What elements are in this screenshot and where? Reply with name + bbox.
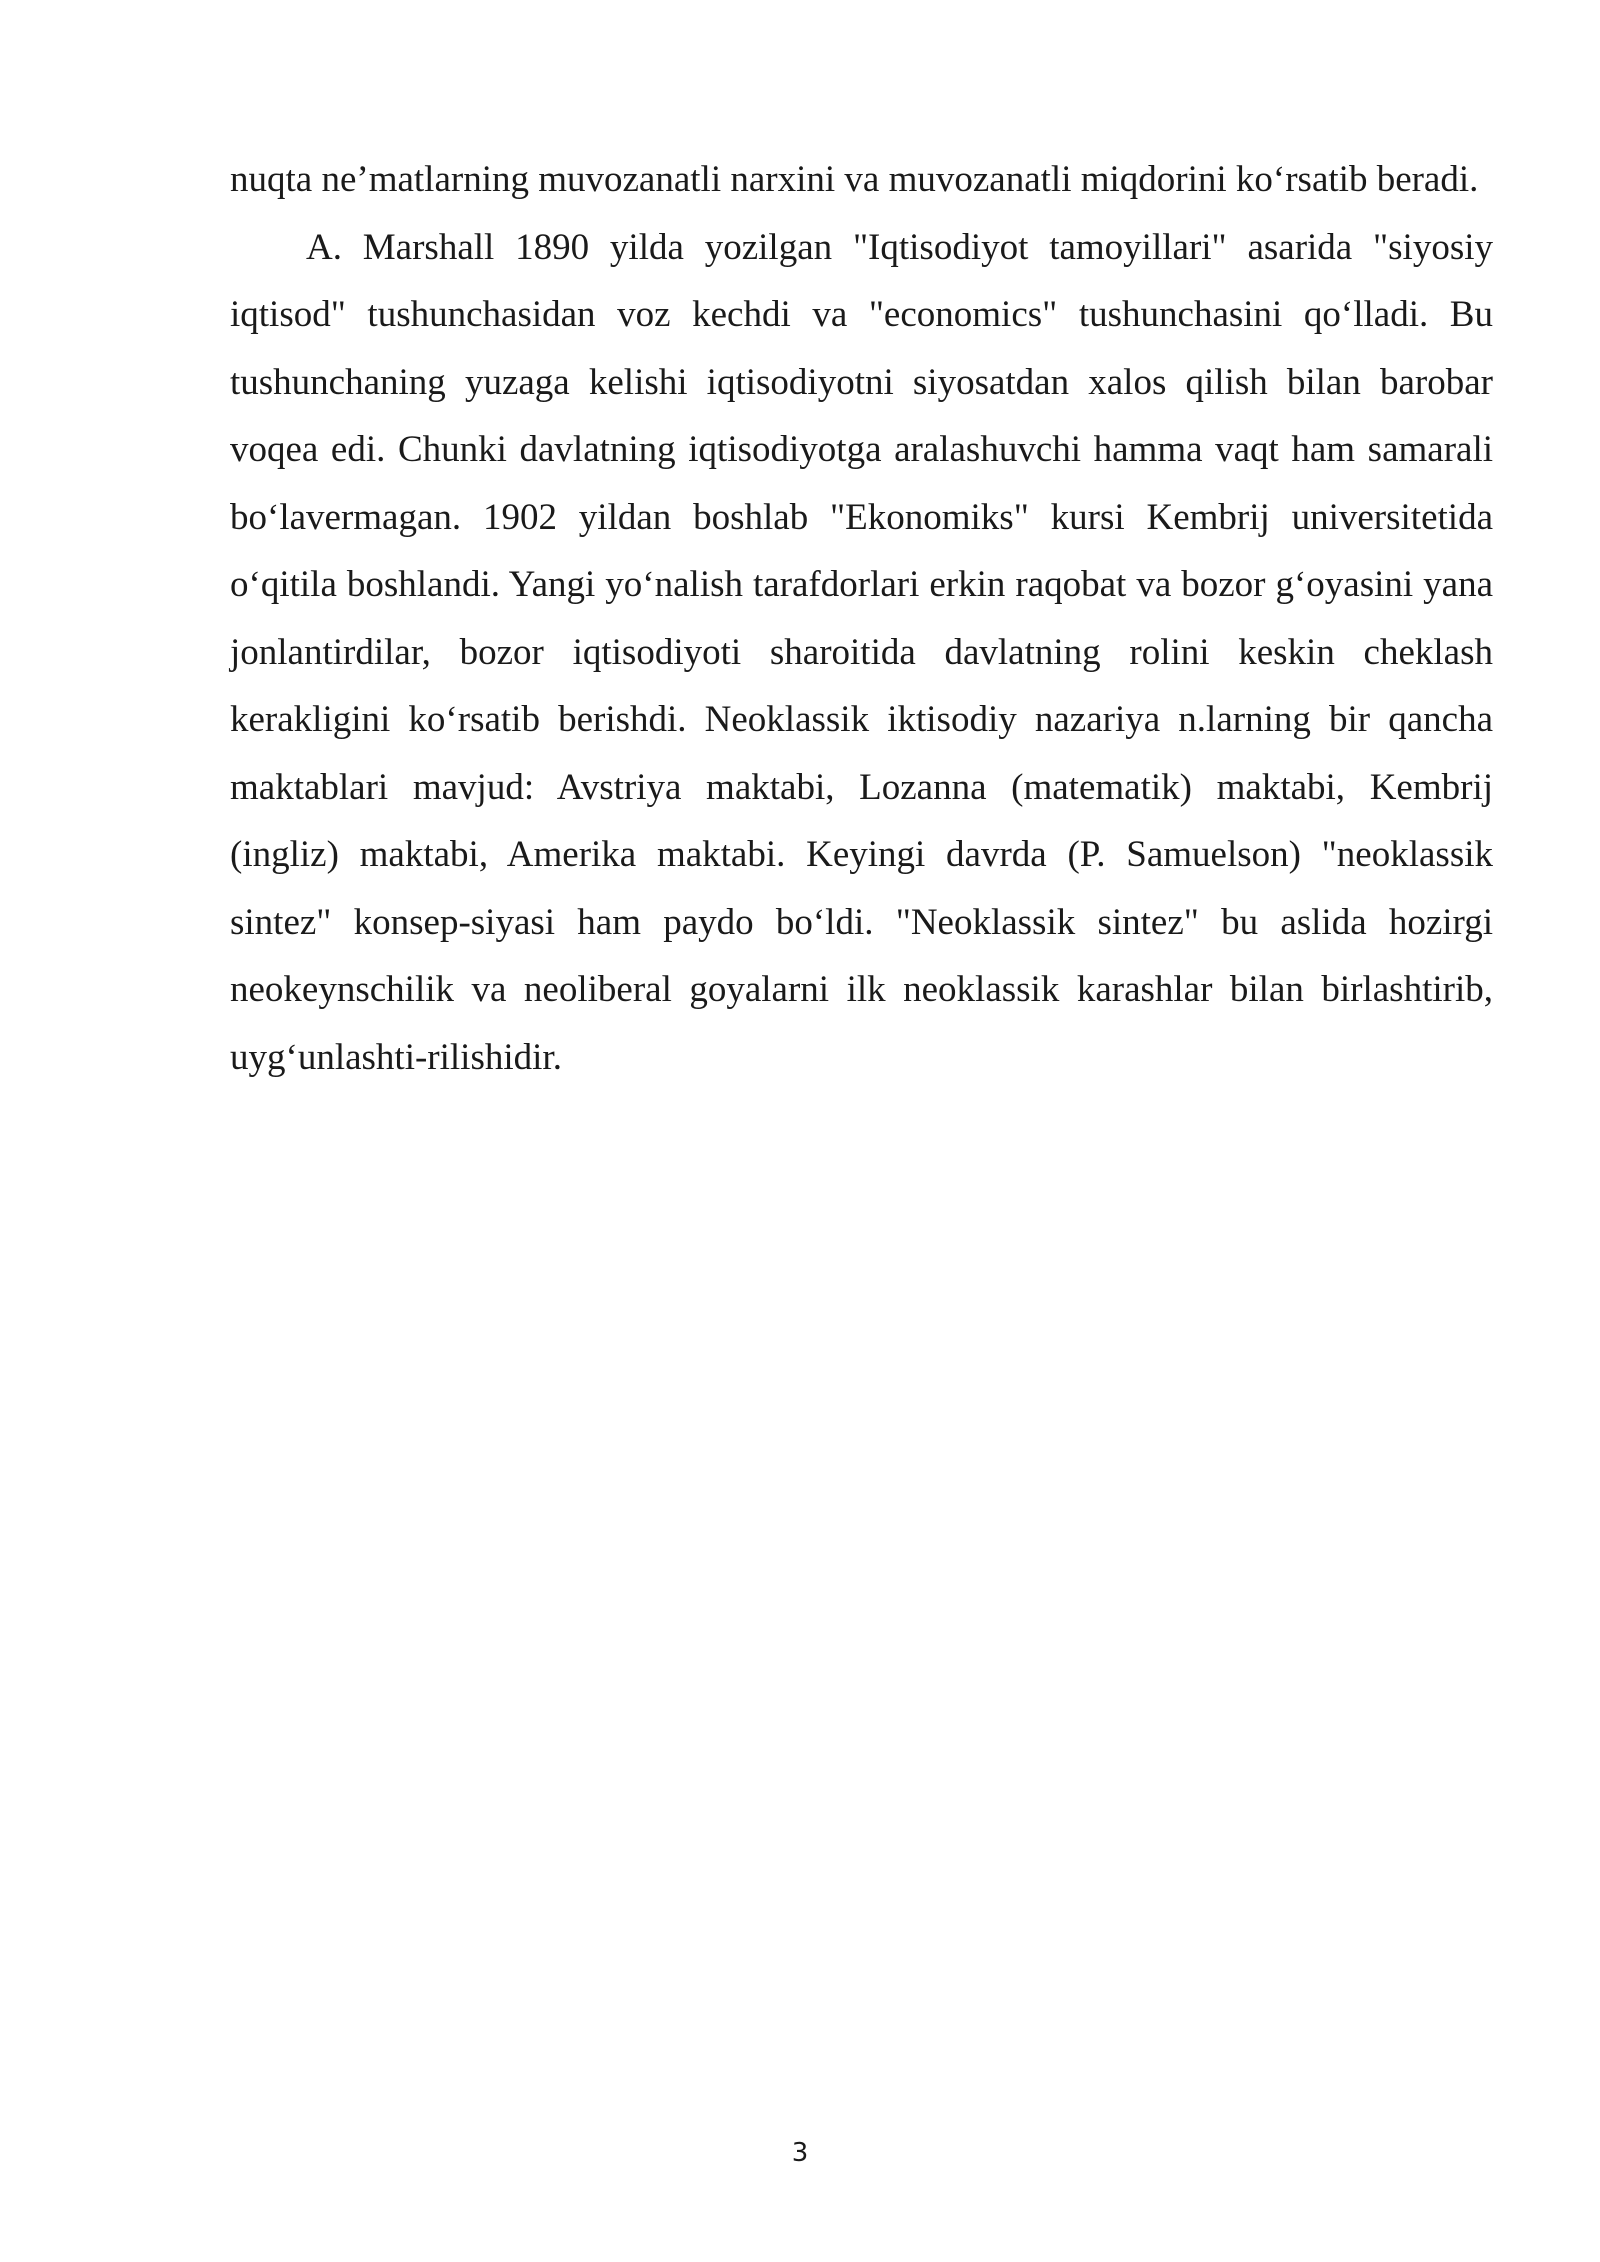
page-number: 3 <box>791 2138 809 2168</box>
paragraph-continuation: nuqta ne’matlarning muvozanatli narxini va muvozanatli miqdorini ko‘rsatib beradi. <box>230 159 1479 200</box>
paragraph-marshall: A. Marshall 1890 yilda yozilgan "Iqtisodiyot tamoyillari" asarida "siyosiy iqtisod" tushunchasidan voz kechdi va "economics" tushunchasini qo‘lladi. Bu tushunchaning yuzaga kelishi iqtisodiyotni siyosatdan xalos qilish bilan barobar voqea edi. Chunki davlatning iqtisodiyotga aralashuvchi hamma vaqt ham samarali bo‘lavermagan. 1902 yildan boshlab "Ekonomiks" kursi Kembrij universitetida o‘qitila boshlandi. Yangi yo‘nalish tarafdorlari erkin raqobat va bozor g‘oyasini yana jonlantirdilar, bozor iqtisodiyoti sharoitida davlatning rolini keskin cheklash kerakligini ko‘rsatib berishdi. Neoklassik iktisodiy nazariya n.larning bir qancha maktablari mavjud: Avstriya maktabi, Lozanna (matematik) maktabi, Kembrij (ingliz) maktabi, Amerika maktabi. Keyingi davrda (P. Samuelson) "neoklassik sintez" konsep-siyasi ham paydo bo‘ldi. "Neoklassik sintez" bu aslida hozirgi neokeynschilik va neoliberal goyalarni ilk neoklassik karashlar bilan birlashtirib, uyg‘unlashti-rilishidir. <box>230 226 1493 1078</box>
body-text <box>230 146 1493 1091</box>
